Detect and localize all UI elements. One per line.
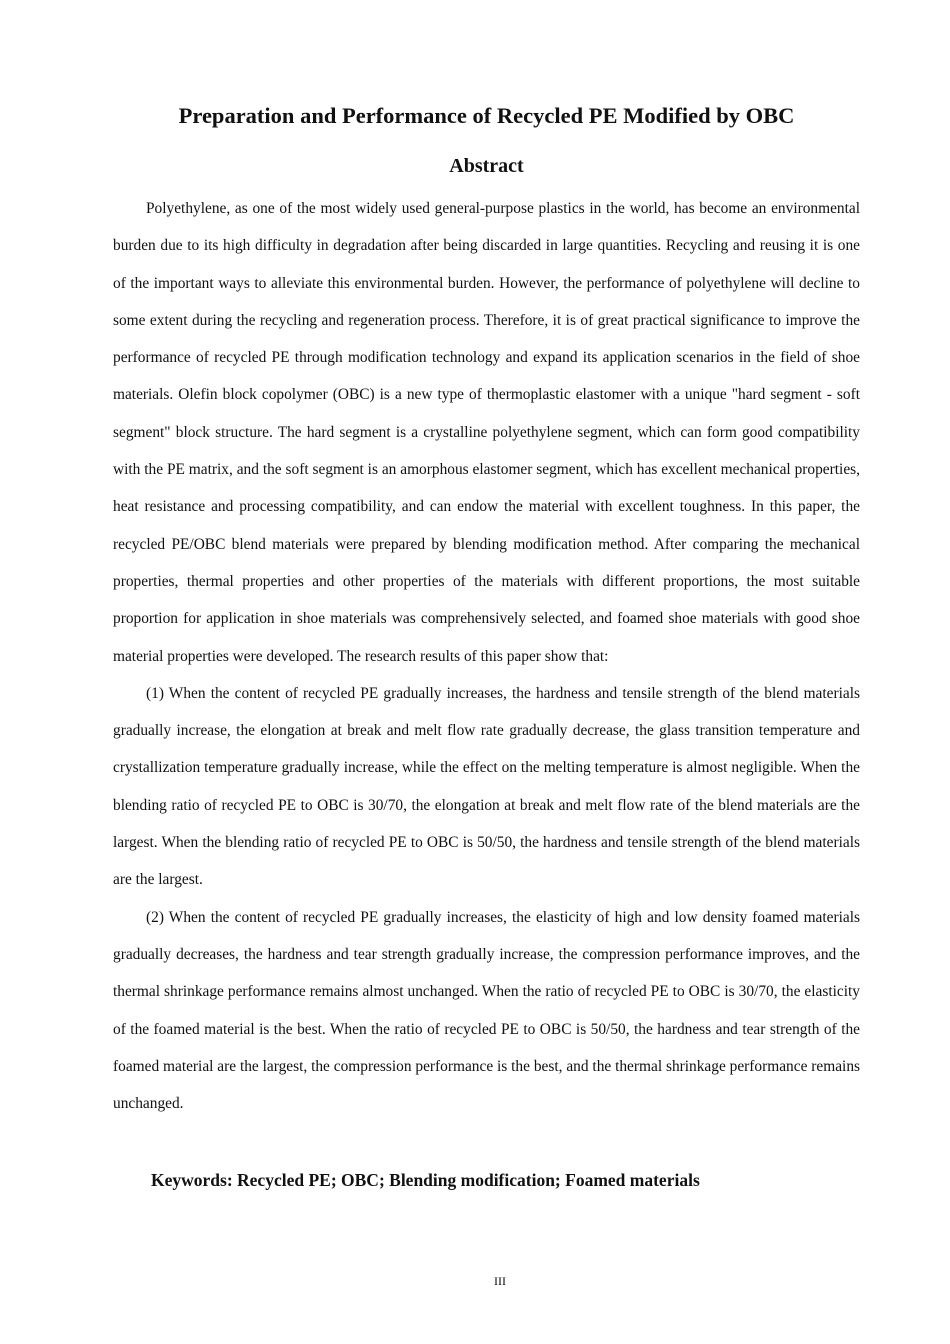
abstract-paragraph-1: Polyethylene, as one of the most widely used general-purpose plastics in the world, has become an environmental burden due to its high difficulty in degradation after being discarded in large quantities. Recycling and reusing it is one of the important ways to alleviate this environmental burden. However, the performance of polyethylene will decline to some extent during the recycling and regeneration process. Therefore, it is of great practical significance to improve the performance of recycled PE through modification technology and expand its application scenarios in the field of shoe materials. Olefin block copolymer (OBC) is a new type of thermoplastic elastomer with a unique "hard segment - soft segment" block structure. The hard segment is a crystalline polyethylene segment, which can form good compatibility with the PE matrix, and the soft segment is an amorphous elastomer segment, which has excellent mechanical properties, heat resistance and processing compatibility, and can endow the material with excellent toughness. In this paper, the recycled PE/OBC blend materials were prepared by blending modification method. After comparing the mechanical properties, thermal properties and other properties of the materials with different proportions, the most suitable proportion for application in shoe materials was comprehensively selected, and foamed shoe materials with good shoe material properties were developed. The research results of this paper show that: [113, 200, 860, 665]
abstract-paragraph-2: (1) When the content of recycled PE gradually increases, the hardness and tensile strength of the blend materials gradually increase, the elongation at break and melt flow rate gradually decrease, the glass transition temperature and crystallization temperature gradually increase, while the effect on the melting temperature is almost negligible. When the blending ratio of recycled PE to OBC is 30/70, the elongation at break and melt flow rate of the blend materials are the largest. When the blending ratio of recycled PE to OBC is 50/50, the hardness and tensile strength of the blend materials are the largest. [113, 684, 860, 889]
abstract-heading: Abstract [449, 155, 524, 177]
abstract-paragraph-3: (2) When the content of recycled PE gradually increases, the elasticity of high and low density foamed materials gradually decreases, the hardness and tear strength gradually increase, the compression performance improves, and the thermal shrinkage performance remains almost unchanged. When the ratio of recycled PE to OBC is 30/70, the elasticity of the foamed material is the best. When the ratio of recycled PE to OBC is 50/50, the hardness and tear strength of the foamed material are the largest, the compression performance is the best, and the thermal shrinkage performance remains unchanged. [113, 908, 860, 1113]
page-number: III [494, 1274, 506, 1288]
keywords-line: Keywords: Recycled PE; OBC; Blending modification; Foamed materials [151, 1170, 700, 1190]
abstract-body [113, 190, 860, 1122]
document-title: Preparation and Performance of Recycled PE Modified by OBC [178, 103, 795, 128]
